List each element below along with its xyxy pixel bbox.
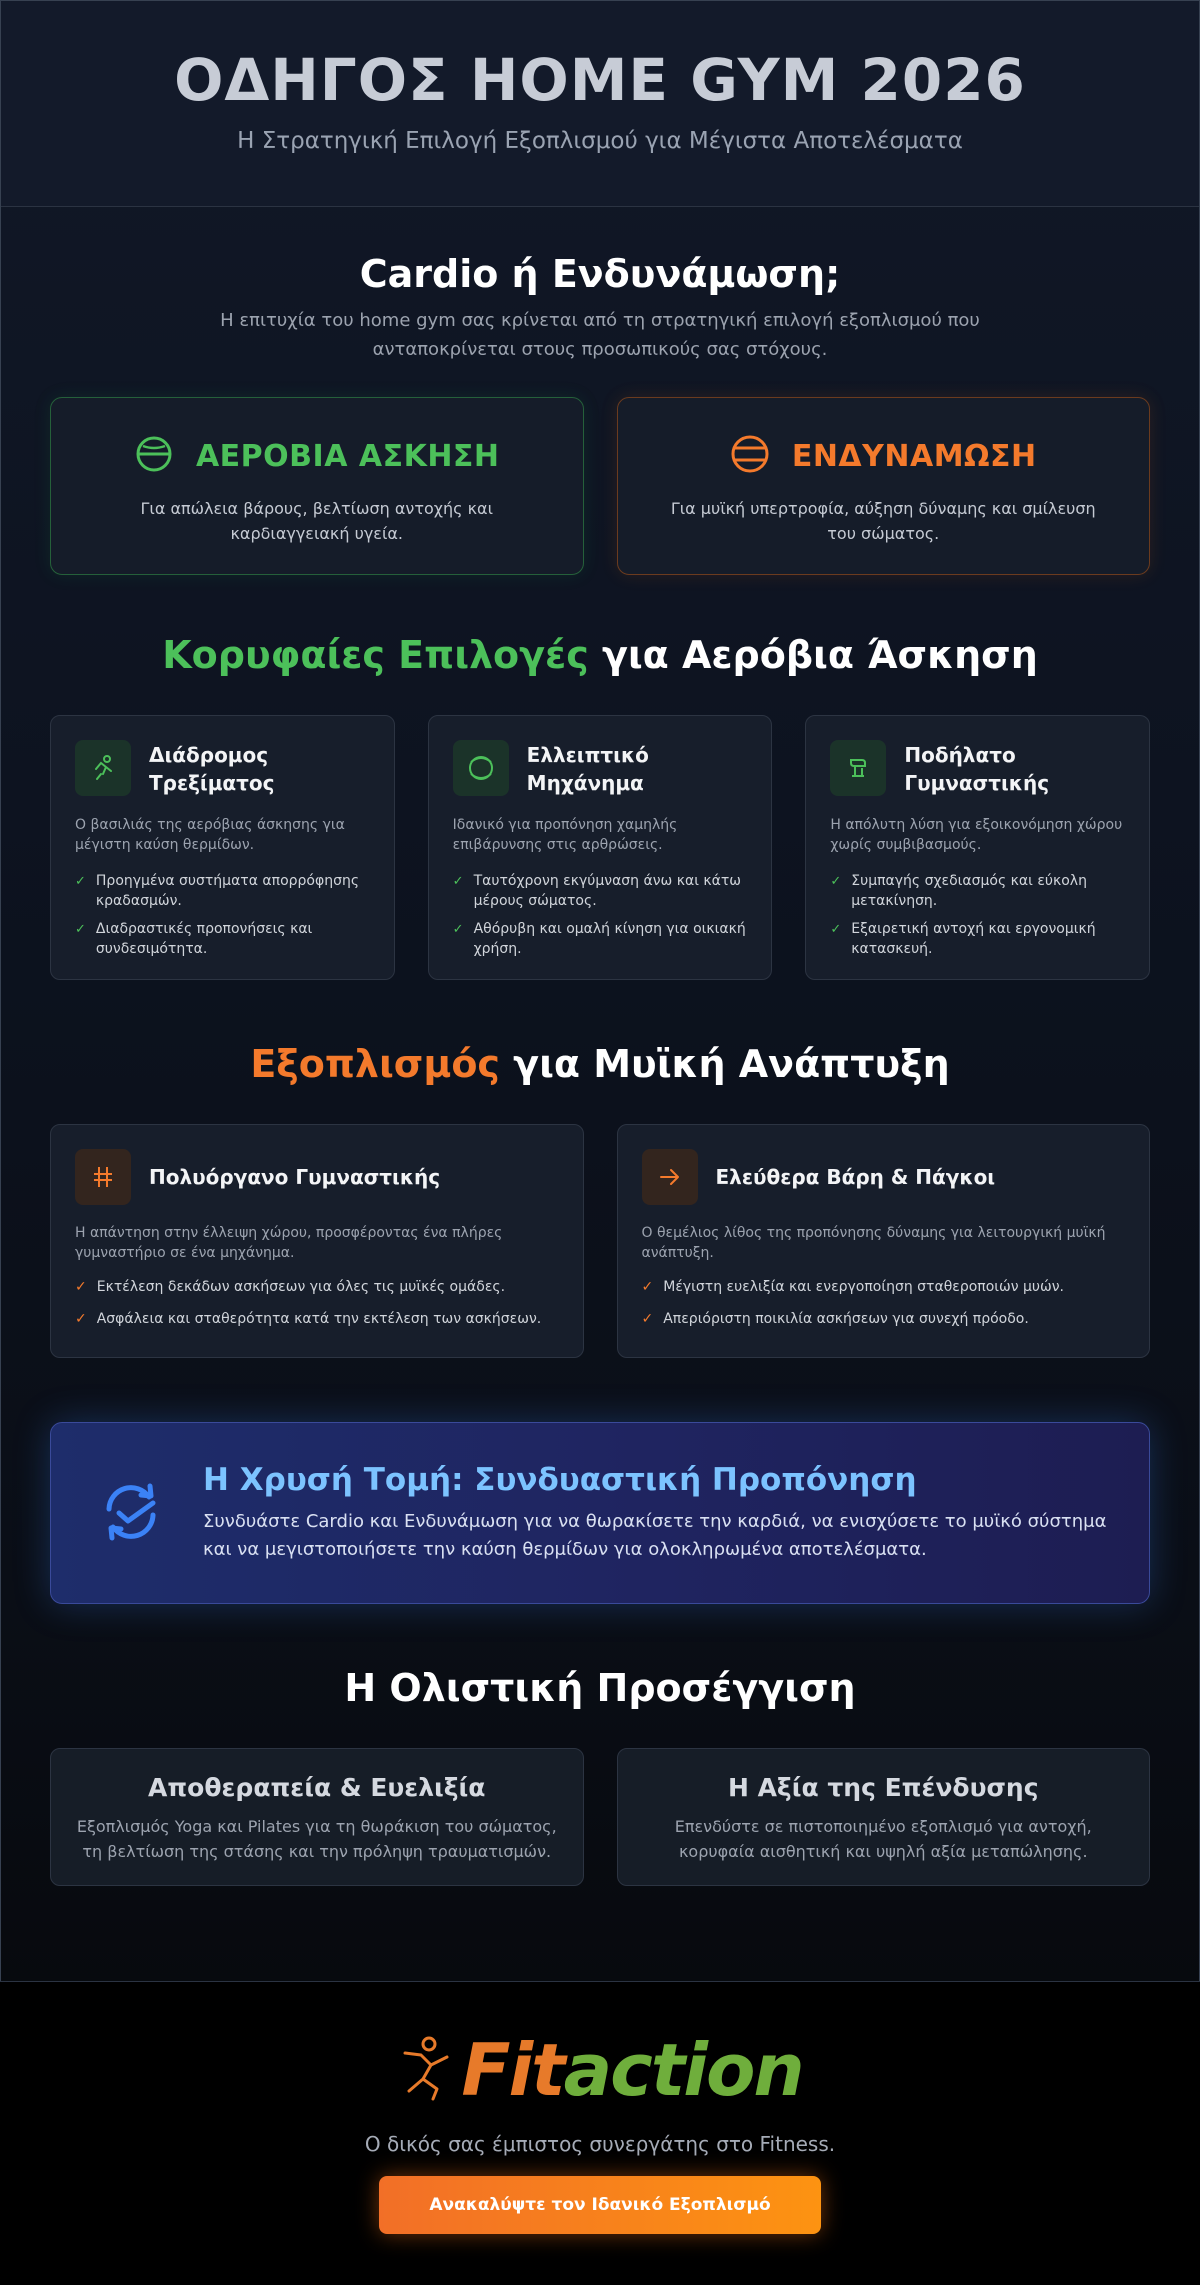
- bullet-text: Διαδραστικές προπονήσεις και συνδεσιμότητα.: [95, 921, 313, 957]
- list-item: [453, 871, 748, 911]
- card-title: Ελεύθερα Βάρη & Πάγκοι: [715, 1165, 996, 1189]
- intro-text: Η επιτυχία του home gym σας κρίνεται από τη στρατηγική επιλογή εξοπλισμού που ανταποκρίνεται στους προσωπικούς σας στόχους.: [220, 310, 980, 360]
- feature-list: [75, 871, 370, 959]
- choice-card-strength[interactable]: [617, 397, 1151, 575]
- list-item: [75, 871, 370, 911]
- fitaction-logo[interactable]: [0, 2030, 1200, 2110]
- intro-title: Cardio ή Ενδυνάμωση;: [359, 252, 841, 296]
- title-rest: για Μυϊκή Ανάπτυξη: [499, 1042, 950, 1086]
- list-item: [830, 919, 1125, 959]
- card-title: Πολυόργανο Γυμναστικής: [149, 1165, 441, 1189]
- product-card-elliptical[interactable]: [428, 715, 773, 980]
- card-desc: Η απάντηση στην έλλειψη χώρου, προσφέροντας ένα πλήρες γυμναστήριο σε ένα μηχάνημα.: [75, 1225, 503, 1261]
- check-icon: ✓: [830, 922, 842, 937]
- holistic-title: Η Ολιστική Προσέγγιση: [344, 1666, 856, 1710]
- list-item: [642, 1277, 1126, 1297]
- feature-list: [830, 871, 1125, 959]
- card-title: Διάδρομος Τρεξίματος: [149, 743, 275, 795]
- strength-section: [0, 980, 1200, 1358]
- running-icon: [75, 740, 131, 796]
- bullet-text: Ταυτόχρονη εκγύμναση άνω και κάτω μέρους σώματος.: [473, 873, 742, 909]
- choice-text: Για μυϊκή υπερτροφία, αύξηση δύναμης και σμίλευση του σώματος.: [670, 499, 1096, 543]
- arrow-right-icon: [642, 1149, 698, 1205]
- choice-card-cardio[interactable]: [50, 397, 584, 575]
- feature-list: [642, 1277, 1126, 1329]
- logo-action: action: [563, 2028, 803, 2112]
- logo-fit: Fit: [461, 2028, 564, 2112]
- feature-list: [75, 1277, 559, 1329]
- check-icon: ✓: [830, 874, 842, 889]
- product-card-treadmill[interactable]: [50, 715, 395, 980]
- choice-text: Για απώλεια βάρους, βελτίωση αντοχής και καρδιαγγειακή υγεία.: [140, 499, 494, 543]
- holistic-card-recovery: [50, 1748, 584, 1886]
- golden-title: Η Χρυσή Τομή: Συνδυαστική Προπόνηση: [203, 1462, 917, 1498]
- card-desc: Ο θεμέλιος λίθος της προπόνησης δύναμης για λειτουργική μυϊκή ανάπτυξη.: [641, 1225, 1106, 1261]
- title-highlight: Εξοπλισμός: [250, 1042, 500, 1086]
- sync-check-icon: [95, 1475, 167, 1551]
- golden-callout: [50, 1422, 1150, 1604]
- holistic-card-text: Επενδύστε σε πιστοποιημένο εξοπλισμό για αντοχή, κορυφαία αισθητική και υψηλή αξία μεταπώλησης.: [674, 1817, 1092, 1861]
- bullet-text: Προηγμένα συστήματα απορρόφησης κραδασμών.: [95, 873, 360, 909]
- goal-choices: [50, 397, 1150, 575]
- check-icon: ✓: [641, 1279, 654, 1295]
- card-title: Ελλειπτικό Μηχάνημα: [526, 743, 649, 795]
- list-item: [75, 1277, 559, 1297]
- runner-icon: [397, 2035, 457, 2105]
- page-header: [0, 0, 1200, 207]
- intro-section: [0, 207, 1200, 575]
- product-card-bike[interactable]: [805, 715, 1150, 980]
- golden-section: [0, 1358, 1200, 1604]
- check-icon: ✓: [75, 1279, 87, 1295]
- cta-button[interactable]: Ανακαλύψτε τον Ιδανικό Εξοπλισμό: [379, 2176, 821, 2234]
- strength-section-title: [0, 1042, 1200, 1086]
- product-card-multigym[interactable]: [50, 1124, 584, 1358]
- bullet-text: Ασφάλεια και σταθερότητα κατά την εκτέλεση των ασκήσεων.: [96, 1311, 542, 1327]
- cardio-section-title: [0, 633, 1200, 677]
- card-desc: Η απόλυτη λύση για εξοικονόμηση χώρου χωρίς συμβιβασμούς.: [830, 817, 1123, 853]
- card-desc: Ιδανικό για προπόνηση χαμηλής επιβάρυνσης στις αρθρώσεις.: [452, 817, 678, 853]
- page-footer: [0, 1981, 1200, 2285]
- title-rest: για Αερόβια Άσκηση: [588, 633, 1038, 677]
- bullet-text: Αθόρυβη και ομαλή κίνηση για οικιακή χρήση.: [473, 921, 746, 957]
- cardio-section: [0, 575, 1200, 980]
- list-item: [75, 1309, 559, 1329]
- globe-icon: [134, 434, 174, 478]
- golden-text: Συνδυάστε Cardio και Ενδυνάμωση για να θωρακίσετε την καρδιά, να ενισχύσετε το μυϊκό σύστημα και να μεγιστοποιήσετε την καύση θερμίδων για ολοκληρωμένα αποτελέσματα.: [203, 1511, 1107, 1560]
- bullet-text: Μέγιστη ευελιξία και ενεργοποίηση σταθεροποιών μυών.: [663, 1279, 1065, 1295]
- check-icon: ✓: [452, 922, 464, 937]
- list-item: [642, 1309, 1126, 1329]
- orbit-icon: [453, 740, 509, 796]
- holistic-card-text: Εξοπλισμός Yoga και Pilates για τη θωράκιση του σώματος, τη βελτίωση της στάσης και την πρόληψη τραυματισμών.: [76, 1817, 557, 1861]
- bullet-text: Συμπαγής σχεδιασμός και εύκολη μετακίνηση.: [851, 873, 1087, 909]
- bullet-text: Εξαιρετική αντοχή και εργονομική κατασκευή.: [851, 921, 1096, 957]
- choice-title: ΕΝΔΥΝΑΜΩΣΗ: [791, 438, 1037, 474]
- check-icon: ✓: [75, 922, 86, 937]
- list-item: [75, 919, 370, 959]
- title-highlight: Κορυφαίες Επιλογές: [162, 633, 589, 677]
- footer-tagline: Ο δικός σας έμπιστος συνεργάτης στο Fitness.: [364, 2132, 836, 2156]
- page-subtitle: Η Στρατηγική Επιλογή Εξοπλισμού για Μέγιστα Αποτελέσματα: [237, 128, 963, 154]
- list-item: [830, 871, 1125, 911]
- bullet-text: Εκτέλεση δεκάδων ασκήσεων για όλες τις μυϊκές ομάδες.: [96, 1279, 506, 1295]
- check-icon: ✓: [75, 1311, 87, 1327]
- product-card-free-weights[interactable]: [617, 1124, 1151, 1358]
- list-item: [453, 919, 748, 959]
- page-title: ΟΔΗΓΟΣ HOME GYM 2026: [174, 46, 1026, 114]
- holistic-card-title: Η Αξία της Επένδυσης: [727, 1773, 1039, 1802]
- feature-list: [453, 871, 748, 959]
- holistic-card-investment: [617, 1748, 1151, 1886]
- holistic-card-title: Αποθεραπεία & Ευελιξία: [148, 1773, 486, 1802]
- holistic-section: [0, 1604, 1200, 1886]
- check-icon: ✓: [641, 1311, 654, 1327]
- bullet-text: Απεριόριστη ποικιλία ασκήσεων για συνεχή πρόοδο.: [663, 1311, 1029, 1327]
- card-desc: Ο βασιλιάς της αερόβιας άσκησης για μέγιστη καύση θερμίδων.: [75, 817, 345, 853]
- choice-title: ΑΕΡΟΒΙΑ ΑΣΚΗΣΗ: [195, 438, 500, 474]
- check-icon: ✓: [452, 874, 464, 889]
- bike-seat-icon: [830, 740, 886, 796]
- ball-icon: [730, 434, 770, 478]
- machine-icon: [75, 1149, 131, 1205]
- check-icon: ✓: [75, 874, 86, 889]
- card-title: Ποδήλατο Γυμναστικής: [904, 743, 1050, 795]
